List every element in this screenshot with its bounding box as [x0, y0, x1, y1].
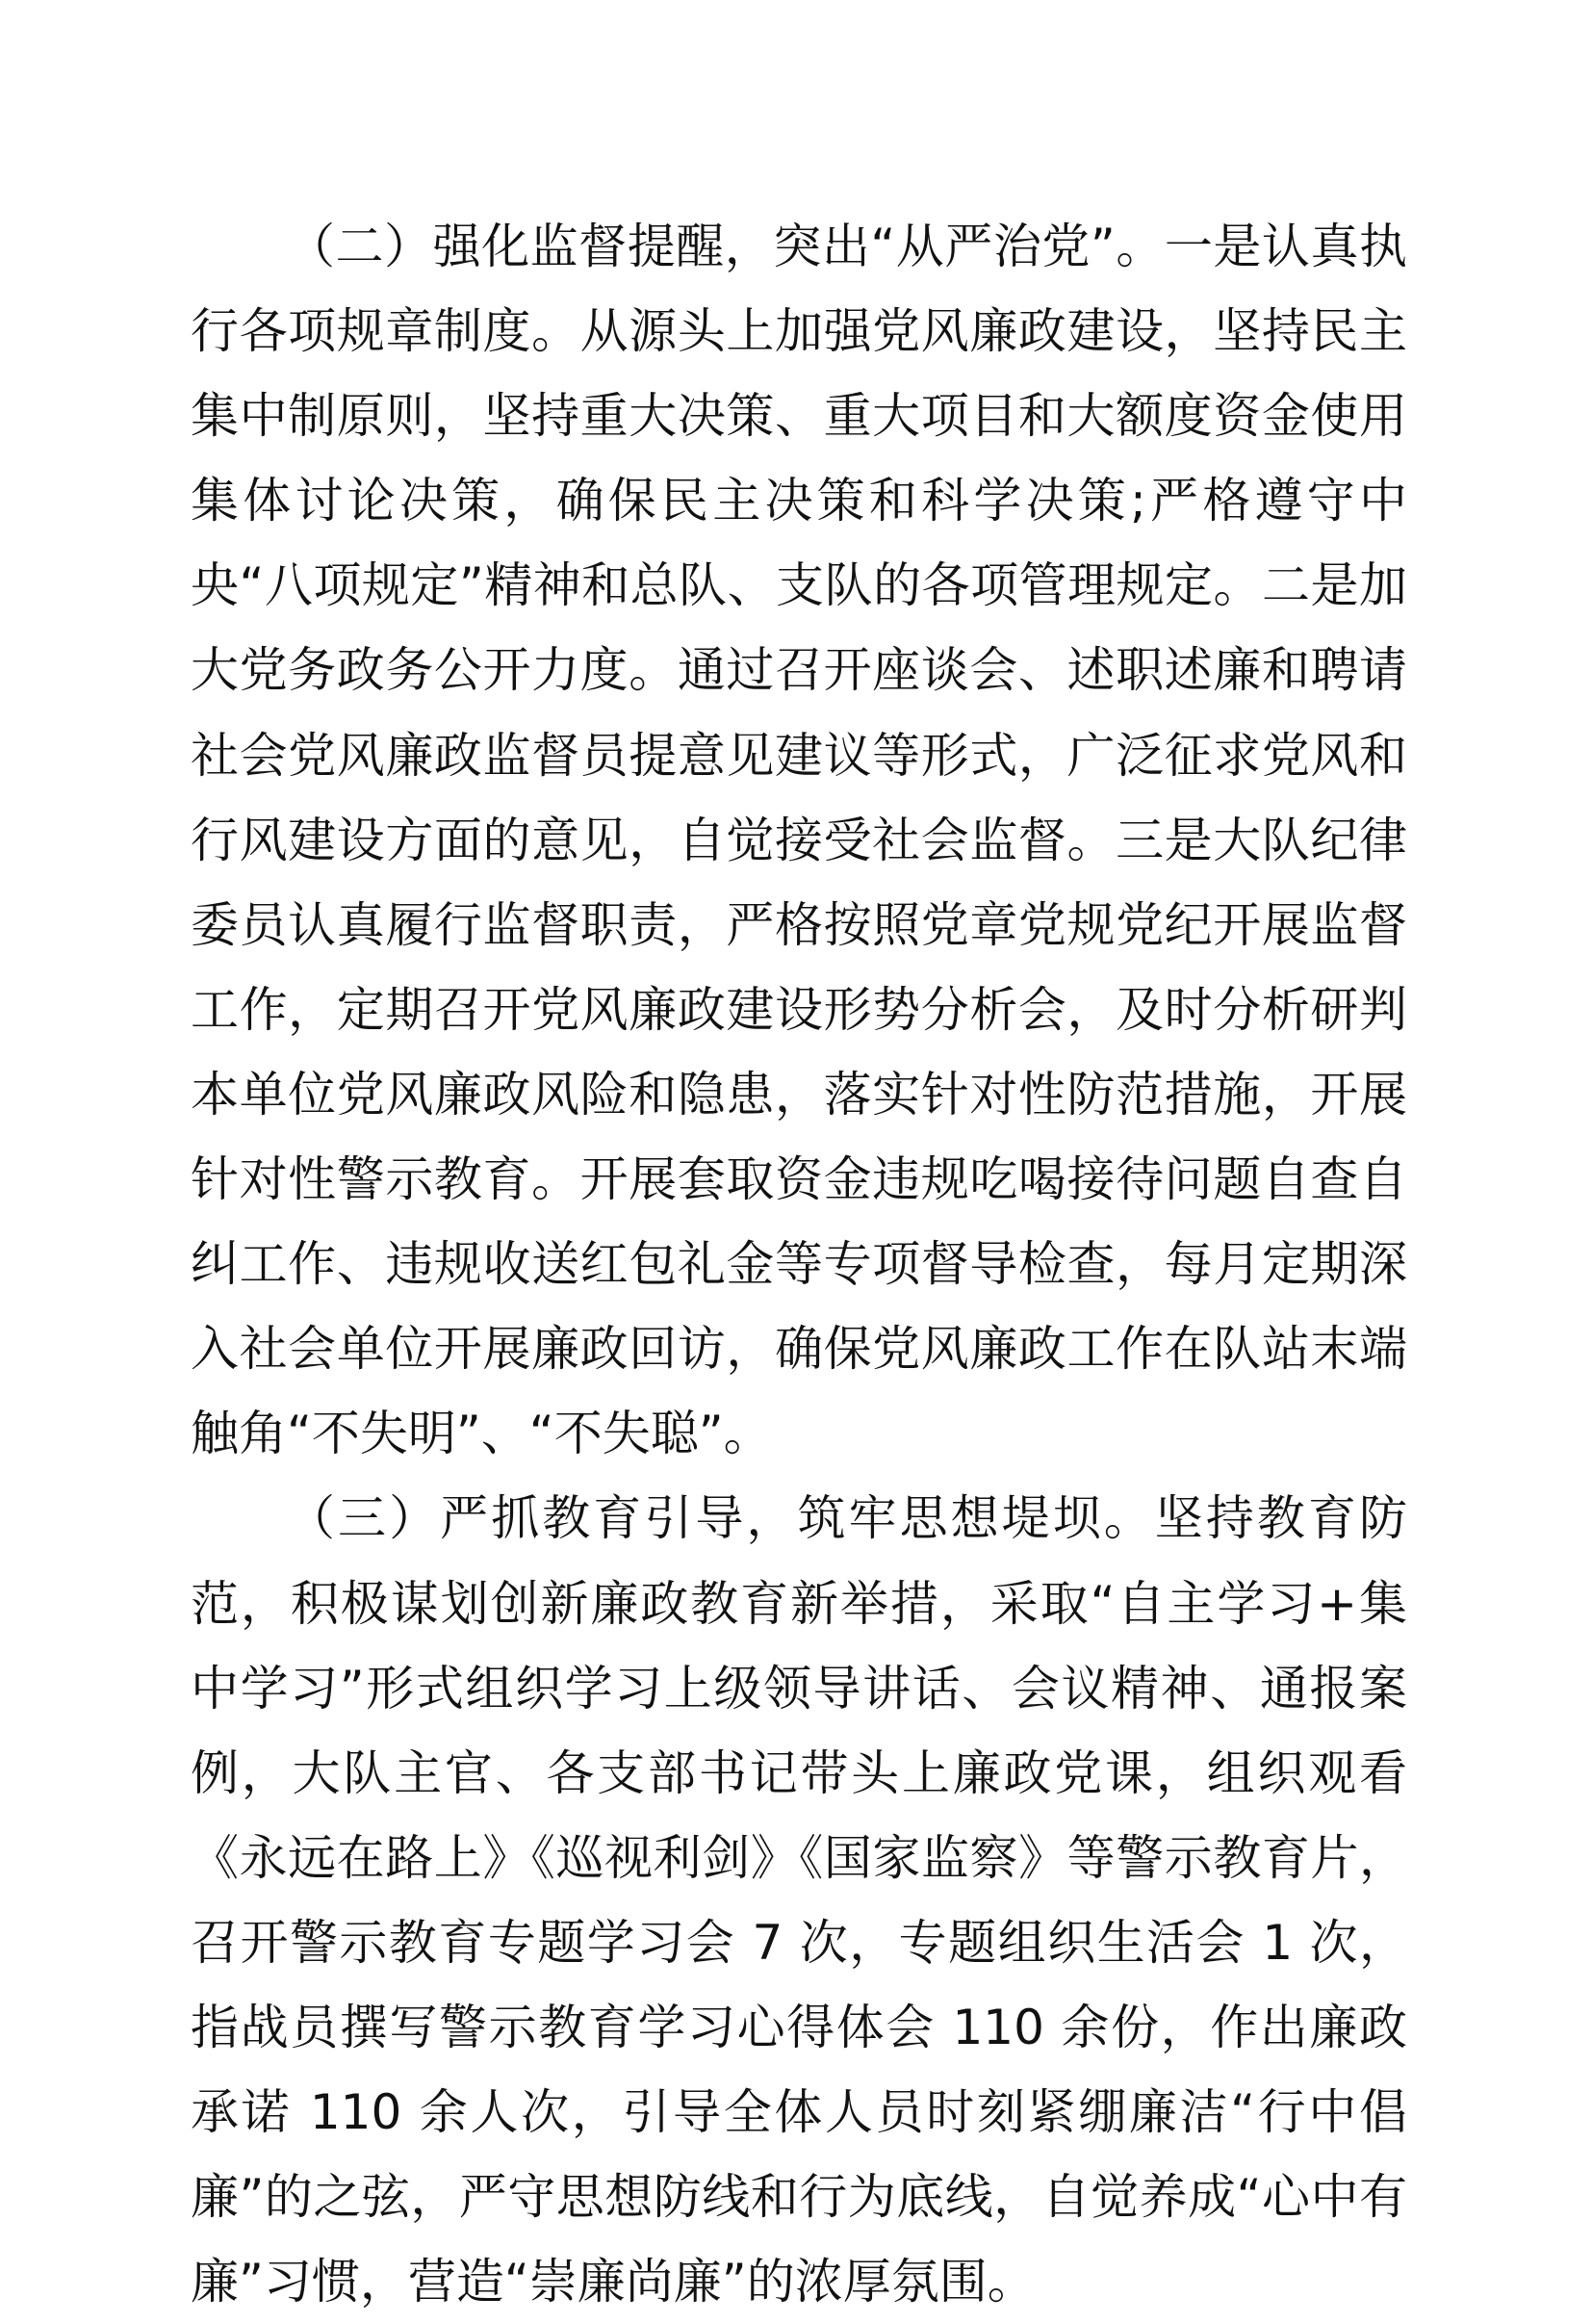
paragraph-supervision: （二）强化监督提醒，突出“从严治党”。一是认真执行各项规章制度。从源头上加强党风廉政建设，坚持民主集中制原则，坚持重大决策、重大项目和大额度资金使用集体讨论决策，确保民主决策和科学决策;严格遵守中央“八项规定”精神和总队、支队的各项管理规定。二是加大党务政务公开力度。通过召开座谈会、述职述廉和聘请社会党风廉政监督员提意见建议等形式，广泛征求党风和行风建设方面的意见，自觉接受社会监督。三是大队纪律委员认真履行监督职责，严格按照党章党规党纪开展监督工作，定期召开党风廉政建设形势分析会，及时分析研判本单位党风廉政风险和隐患，落实针对性防范措施，开展针对性警示教育。开展套取资金违规吃喝接待问题自查自纠工作、违规收送红包礼金等专项督导检查，每月定期深入社会单位开展廉政回访，确保党风廉政工作在队站末端触角“不失明”、“不失聪”。 — [191, 219, 1407, 1462]
document-body — [191, 204, 1407, 2324]
paragraph-education: （三）严抓教育引导，筑牢思想堤坝。坚持教育防范，积极谋划创新廉政教育新举措，采取“自主学习+集中学习”形式组织学习上级领导讲话、会议精神、通报案例，大队主官、各支部书记带头上廉政党课，组织观看《永远在路上》《巡视利剑》《国家监察》等警示教育片，召开警示教育专题学习会 7 次，专题组织生活会 1 次，指战员撰写警示教育学习心得体会 110 余份，作出廉政承诺 110 余人次，引导全体人员时刻紧绷廉洁“行中倡廉”的之弦，严守思想防线和行为底线，自觉养成“心中有廉”习惯，营造“崇廉尚廉”的浓厚氛围。 — [191, 1490, 1407, 2311]
